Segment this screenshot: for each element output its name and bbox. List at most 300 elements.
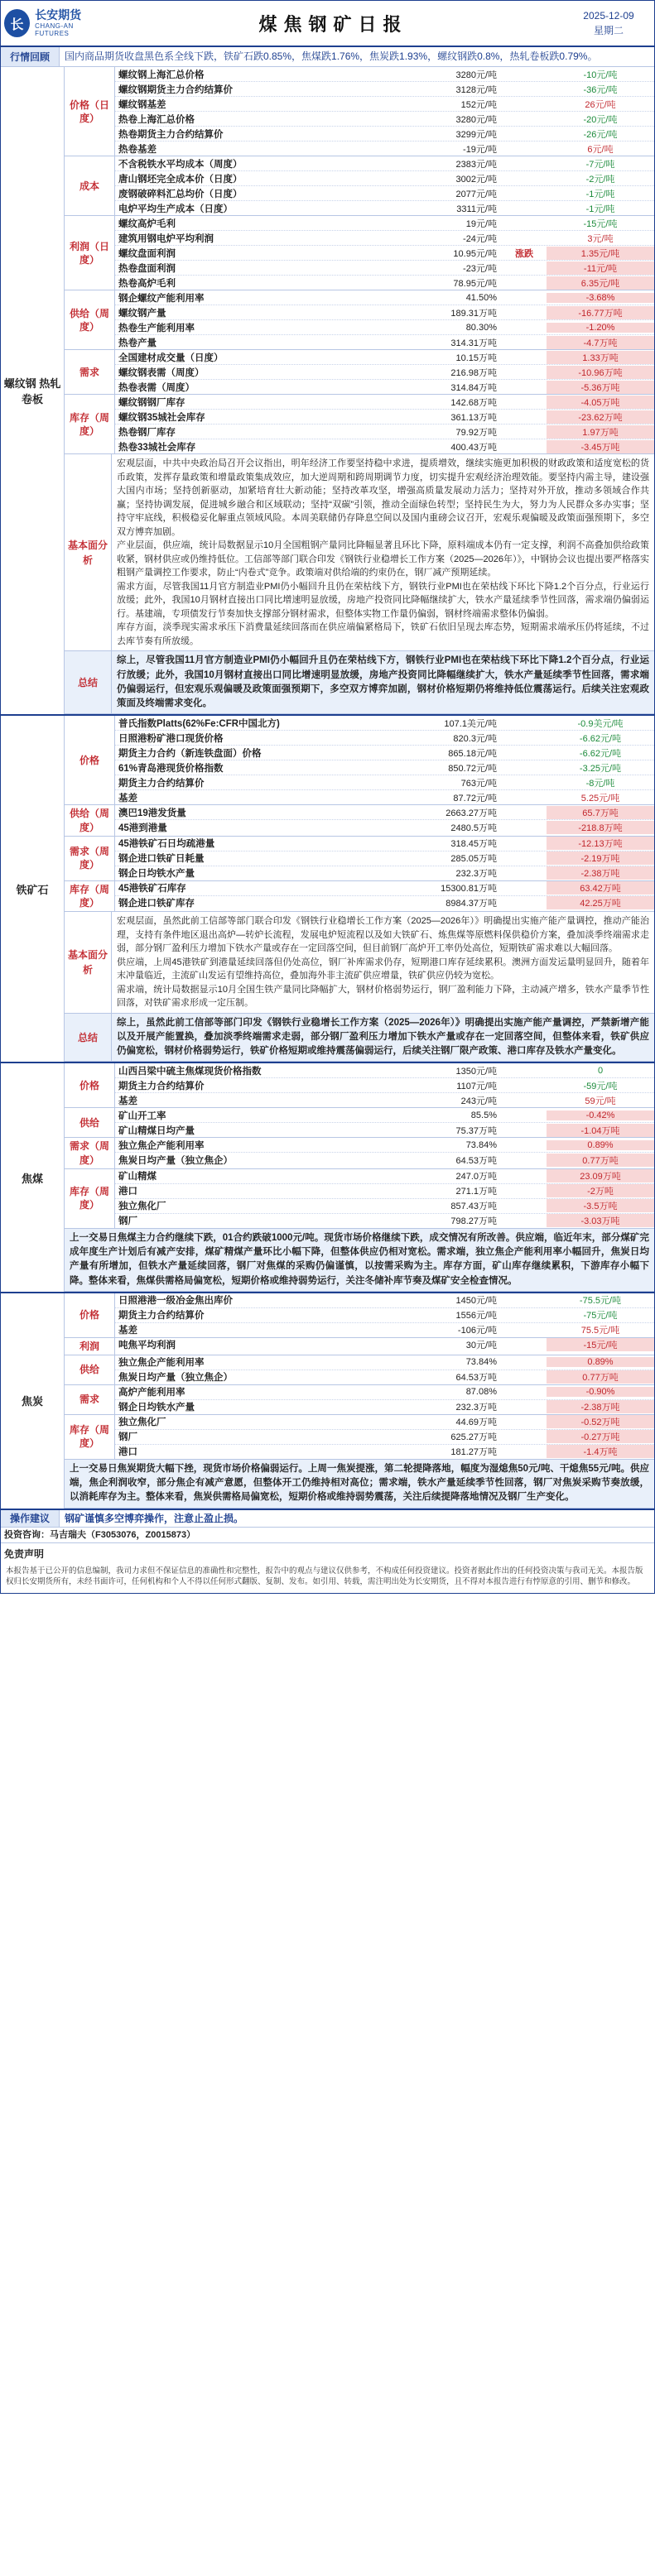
indicator-value: 73.84% <box>465 1357 497 1368</box>
table-row <box>115 851 654 866</box>
indicator-name: 钢厂 <box>118 1216 137 1227</box>
indicator-name: 期货主力合约（新连铁盘面）价格 <box>118 748 262 759</box>
table-row <box>115 881 654 896</box>
table-row <box>115 1293 654 1308</box>
indicator-value: 78.95元/吨 <box>453 278 497 289</box>
summary-text: 综上，尽管我国11月官方制造业PMI仍小幅回升且仍在荣枯线下方，钢铁行业PMI也在荣枯线下环比下降1.2个百分点，行业运行放缓；此外，我国10月钢材直接出口同比增速明显放缓，房地产投资同比降幅继续扩大，铁水产量延续季节性回落，需求端仍偏弱运行，但宏观乐观偏暖及政策面强预期下，多空双方博弈加剧，钢材价格短期仍将维持低位震荡运行。后续关注宏观政策面及终端需求变化。 <box>117 655 649 709</box>
group-label: 供给 <box>65 1355 115 1384</box>
analysis-text <box>112 912 654 1013</box>
indicator-change: -75.5元/吨 <box>579 1296 622 1307</box>
section-body <box>65 1293 654 1509</box>
group-label: 需求（周度） <box>65 1138 115 1168</box>
group-label: 利润（日度） <box>65 216 115 290</box>
table-row <box>115 410 654 425</box>
table-row <box>115 1123 654 1137</box>
analysis-paragraph: 需求方面，尽管我国11月官方制造业PMI仍小幅回升且仍在荣枯线下方，钢铁行业PMI也在荣枯线下环比下降1.2个百分点，行业运行放缓；此外，我国10月钢材直接出口同比增速明显放缓，房地产投资同比降幅继续扩大，铁水产量延续季节性回落，需求端仍偏弱运行。基建端，专项债发行节奏加快支撑部分钢材需求，但整体实物工作量仍偏弱，钢材终端需求整体仍偏弱。 <box>117 581 649 619</box>
indicator-name: 钢企日均铁水产量 <box>118 869 195 880</box>
table-row <box>115 1169 654 1184</box>
indicator-change: 59元/吨 <box>585 1096 616 1106</box>
summary-text: 上一交易日焦炭期货大幅下挫，现货市场价格偏弱运行。上周一焦炭提涨，第二轮提降落地，幅度为湿熄焦50元/吨、干熄焦55元/吨。供应端，焦企利润收窄，部分焦企有减产意愿，但整体开工仍维持相对高位；需求端，铁水产量延续季节性回落，钢厂对焦炭采购节奏放缓，以消耗库存为主。整体来看，焦炭供需格局偏宽松，短期价格或维持弱势震荡，关注后续提降落地情况及钢厂生产变化。 <box>70 1463 649 1503</box>
group-label: 需求（周度） <box>65 837 115 880</box>
indicator-name: 热卷期货主力合约结算价 <box>118 129 224 140</box>
indicator-name: 港口 <box>118 1187 137 1197</box>
indicator-name: 基差 <box>118 793 137 804</box>
indicator-value: 314.84万吨 <box>450 382 497 393</box>
indicator-change: -36元/吨 <box>583 84 618 95</box>
indicator-change: 75.5元/吨 <box>580 1326 620 1336</box>
indicator-value: 857.43万吨 <box>450 1202 497 1212</box>
indicator-value: 216.98万吨 <box>450 367 497 378</box>
group-rows <box>115 881 654 911</box>
summary-text: 上一交易日焦煤主力合约继续下跌，01合约跌破1000元/吨。现货市场价格继续下跌，成交情况有所改善。供应端，临近年末，部分煤矿完成年度生产计划后有减产安排，煤矿精煤产量环比小幅下降，但整体供应仍相对宽松。需求端，独立焦企产能利用率小幅回升，焦炭日均产量有所增加，但铁水产量延续回落，钢厂对焦煤的采购仍偏谨慎，以按需采购为主。库存方面，矿山库存继续累积，下游库存小幅下降。整体来看，焦煤供需格局偏宽松，短期价格或维持弱势运行，关注冬储补库节奏及煤矿安全检查情况。 <box>70 1232 649 1286</box>
indicator-change: -15元/吨 <box>547 1338 654 1351</box>
indicator-value: 400.43万吨 <box>450 442 497 453</box>
indicator-change: -20元/吨 <box>583 114 618 125</box>
group-label: 价格 <box>65 1293 115 1337</box>
table-row <box>115 201 654 215</box>
table-row <box>115 1138 654 1153</box>
data-group <box>65 1169 654 1229</box>
data-group <box>65 67 654 156</box>
indicator-change: -7元/吨 <box>585 159 615 170</box>
author-line: 投资咨询：马吉瑞夫（F3053076，Z0015873） <box>1 1528 654 1543</box>
indicator-name: 45港铁矿石库存 <box>118 884 186 895</box>
indicator-name: 热卷基差 <box>118 144 157 155</box>
table-row <box>115 127 654 142</box>
indicator-change: -6.62元/吨 <box>579 748 622 759</box>
indicator-name: 热卷钢厂库存 <box>118 427 176 438</box>
indicator-value: -106元/吨 <box>457 1326 497 1336</box>
table-row <box>115 746 654 760</box>
indicator-name: 钢企日均铁水产量 <box>118 1403 195 1413</box>
group-rows <box>115 1415 654 1459</box>
indicator-value: 3280元/吨 <box>455 114 497 125</box>
indicator-change: -218.8万吨 <box>547 821 654 834</box>
indicator-change: 42.25万吨 <box>547 896 654 909</box>
table-row <box>115 820 654 834</box>
indicator-change: -0.90% <box>547 1387 654 1397</box>
group-label: 需求 <box>65 1385 115 1414</box>
indicator-value: 1556元/吨 <box>455 1311 497 1322</box>
indicator-change: 5.25元/吨 <box>580 793 620 804</box>
indicator-value: 107.1美元/吨 <box>444 718 497 729</box>
data-group <box>65 716 654 805</box>
indicator-value: 41.50% <box>465 292 497 303</box>
table-row <box>115 1108 654 1123</box>
fundamental-analysis <box>65 454 654 651</box>
group-rows <box>115 1338 654 1355</box>
analysis-paragraph: 产业层面，供应端，统计局数据显示10月全国粗钢产量同比降幅显著且环比下降，原料端成本仍有一定支撑，利润不高叠加供给政策收紧，钢材供应或仍维持低位。工信部等部门联合印发《钢铁行业稳增长工作方案（2025—2026年）》，中钢协会议也提出要严格落实粗钢产量调控工作要求，防止“内卷式”竞争。政策端对供给端的约束仍在，钢厂减产预期延续。 <box>117 540 649 578</box>
indicator-name: 螺纹钢35城社会库存 <box>118 412 205 423</box>
indicator-name: 热卷盘面利润 <box>118 263 176 274</box>
indicator-change: 1.35元/吨 <box>547 247 654 260</box>
indicator-value: 232.3万吨 <box>455 869 497 880</box>
table-row <box>115 142 654 156</box>
indicator-change: -75元/吨 <box>583 1311 618 1322</box>
indicator-name: 热卷33城社会库存 <box>118 442 196 453</box>
indicator-value: 87.08% <box>465 1387 497 1398</box>
indicator-change: 1.33万吨 <box>547 351 654 364</box>
section-body <box>65 716 654 1062</box>
indicator-value: -19元/吨 <box>463 144 497 155</box>
indicator-name: 废钢破碎料汇总均价（日度） <box>118 189 243 199</box>
group-label: 库存（周度） <box>65 395 115 453</box>
table-row <box>115 866 654 880</box>
group-label: 供给 <box>65 1108 115 1137</box>
table-row <box>115 320 654 335</box>
indicator-change: 3元/吨 <box>587 233 614 244</box>
indicator-change: 6元/吨 <box>587 144 614 155</box>
indicator-value: 8984.37万吨 <box>445 899 497 909</box>
indicator-name: 矿山精煤 <box>118 1172 157 1182</box>
section-ore <box>1 716 654 1063</box>
table-row <box>115 790 654 804</box>
data-group <box>65 156 654 216</box>
data-group <box>65 1108 654 1138</box>
table-row <box>115 380 654 394</box>
indicator-value: 865.18元/吨 <box>448 748 497 759</box>
market-review <box>1 47 654 67</box>
data-group <box>65 1415 654 1460</box>
table-row <box>115 837 654 851</box>
group-rows <box>115 290 654 349</box>
disclaimer-text: 本报告基于已公开的信息编制，我司力求但不保证信息的准确性和完整性，报告中的观点与建议仅供参考，不构成任何投资建议。投资者据此作出的任何投资决策与我司无关。本报告版权归长安期货所有，未经书面许可，任何机构和个人不得以任何形式翻版、复制、发布。如引用、转载，需注明出处为长安期货，且不得对本报告进行有悖原意的引用、删节和修改。 <box>6 1566 643 1587</box>
indicator-name: 唐山钢坯完全成本价（日度） <box>118 174 243 185</box>
table-row <box>115 1063 654 1078</box>
indicator-change: -3.68% <box>547 293 654 303</box>
group-rows <box>115 395 654 453</box>
indicator-name: 期货主力合约结算价 <box>118 778 205 789</box>
indicator-change: -0.52万吨 <box>547 1415 654 1428</box>
group-rows <box>115 216 654 290</box>
indicator-name: 热卷高炉毛利 <box>118 278 176 289</box>
indicator-change: -1元/吨 <box>585 204 615 214</box>
indicator-value: 3002元/吨 <box>455 174 497 185</box>
indicator-value: 64.53万吨 <box>455 1155 497 1166</box>
indicator-change: -2.38万吨 <box>547 866 654 880</box>
market-review-text: 国内商品期货收盘黑色系全线下跌，铁矿石跌0.85%，焦煤跌1.76%，焦炭跌1.93%，螺纹钢跌0.8%，热轧卷板跌0.79%。 <box>65 50 598 62</box>
table-row <box>115 1415 654 1430</box>
table-row <box>115 67 654 82</box>
indicator-name: 日照港港一级冶金焦出库价 <box>118 1296 233 1307</box>
section-coking_coal <box>1 1063 654 1293</box>
indicator-name: 焦炭日均产量（独立焦企） <box>118 1155 233 1166</box>
group-rows <box>115 350 654 394</box>
indicator-value: 80.30% <box>465 322 497 333</box>
table-row <box>115 731 654 746</box>
indicator-change: -5.36万吨 <box>547 381 654 394</box>
indicator-value: 30元/吨 <box>465 1341 497 1351</box>
section-label: 焦炭 <box>1 1293 65 1509</box>
data-group <box>65 1138 654 1168</box>
indicator-change: -11元/吨 <box>547 261 654 275</box>
table-row <box>115 290 654 305</box>
analysis-paragraph: 宏观层面，中共中央政治局召开会议指出，明年经济工作要坚持稳中求进，提质增效，继续实施更加积极的财政政策和适度宽松的货币政策，发挥存量政策和增量政策集成效应，加大逆周期和跨周期调节力度，切实提升宏观经济治理效能。要坚持内需主导，建设强大国内市场；坚持创新驱动，加紧培育壮大新动能；坚持改革攻坚，增强高质量发展动力活力；坚持对外开放，推动多领域合作共赢；坚持协调发展，促进城乡融合和区域联动；坚持“双碳”引领，推动全面绿色转型；坚持民生为大，努力为人民群众多办实事；坚持守牢底线，积极稳妥化解重点领域风险。本周美联储仍存降息空间以及国内重磅会议召开，宏观乐观偏暖及政策面强预期下，多空双方博弈加剧。 <box>117 458 649 537</box>
indicator-change: -8元/吨 <box>585 778 615 789</box>
indicator-name: 螺纹钢表需（周度） <box>118 367 205 378</box>
indicator-change: -10.96万吨 <box>547 366 654 379</box>
indicator-value: 15300.81万吨 <box>441 884 497 895</box>
group-label: 价格 <box>65 1063 115 1107</box>
data-group <box>65 350 654 395</box>
table-row <box>115 1153 654 1167</box>
table-row <box>115 1370 654 1384</box>
data-group <box>65 1355 654 1385</box>
indicator-change: -0.9美元/吨 <box>577 718 624 729</box>
group-label: 利润 <box>65 1338 115 1355</box>
indicator-value: 44.69万吨 <box>455 1418 497 1428</box>
operation-advice <box>1 1510 654 1528</box>
table-row <box>115 305 654 320</box>
indicator-change: 63.42万吨 <box>547 881 654 895</box>
analysis-text <box>112 454 654 650</box>
table-row <box>115 1184 654 1199</box>
indicator-name: 螺纹钢产量 <box>118 308 166 319</box>
indicator-name: 独立焦企产能利用率 <box>118 1358 205 1369</box>
indicator-value: 79.92万吨 <box>455 427 497 438</box>
group-label: 供给（周度） <box>65 805 115 835</box>
indicator-value: 247.0万吨 <box>455 1172 497 1182</box>
indicator-value: 3299元/吨 <box>455 129 497 140</box>
indicator-name: 不含税铁水平均成本（周度） <box>118 159 243 170</box>
data-group <box>65 881 654 912</box>
table-row <box>115 231 654 246</box>
table-row <box>115 1214 654 1228</box>
summary-label: 总结 <box>65 1014 112 1062</box>
group-rows <box>115 805 654 835</box>
table-row <box>115 365 654 380</box>
table-row <box>115 716 654 731</box>
data-group <box>65 216 654 290</box>
indicator-value: 243元/吨 <box>460 1096 497 1106</box>
indicator-change: -16.77万吨 <box>547 306 654 319</box>
report-weekday: 星期二 <box>593 25 624 36</box>
group-label: 价格 <box>65 716 115 804</box>
indicator-value: 19元/吨 <box>465 218 497 229</box>
group-label: 库存（周度） <box>65 881 115 911</box>
indicator-name: 热卷表需（周度） <box>118 382 195 393</box>
indicator-name: 期货主力合约结算价 <box>118 1311 205 1322</box>
indicator-change: -23.62万吨 <box>547 410 654 424</box>
summary <box>65 651 654 714</box>
indicator-change: -3.03万吨 <box>547 1214 654 1227</box>
table-row <box>115 171 654 186</box>
indicator-value: 798.27万吨 <box>450 1216 497 1227</box>
table-row <box>115 395 654 410</box>
indicator-change: 6.35元/吨 <box>547 276 654 290</box>
indicator-name: 独立焦化厂 <box>118 1418 166 1428</box>
operation-advice-label: 操作建议 <box>1 1510 60 1527</box>
indicator-value: 3128元/吨 <box>455 84 497 95</box>
indicator-value: 87.72元/吨 <box>453 793 497 804</box>
data-group <box>65 290 654 350</box>
table-row <box>115 1445 654 1459</box>
indicator-name: 焦炭日均产量（独立焦企） <box>118 1373 233 1384</box>
indicator-change: -4.05万吨 <box>547 396 654 409</box>
section-coke <box>1 1293 654 1510</box>
table-row <box>115 335 654 349</box>
report-title: 煤焦钢矿日报 <box>258 13 408 35</box>
table-row <box>115 246 654 261</box>
logo-mark-icon: 长 <box>4 9 30 37</box>
indicator-value: 10.15万吨 <box>455 353 497 363</box>
indicator-value: 64.53万吨 <box>455 1373 497 1384</box>
summary-label: 总结 <box>65 651 112 713</box>
indicator-value: 142.68万吨 <box>450 397 497 408</box>
indicator-change: -4.7万吨 <box>547 336 654 349</box>
indicator-value: 1107元/吨 <box>456 1081 497 1091</box>
indicator-value: 181.27万吨 <box>450 1447 497 1458</box>
indicator-name: 建筑用钢电炉平均利润 <box>118 233 214 244</box>
indicator-change: -0.27万吨 <box>547 1430 654 1443</box>
table-row <box>115 775 654 790</box>
summary <box>65 1014 654 1063</box>
group-rows <box>115 1108 654 1137</box>
indicator-value: 285.05万吨 <box>450 854 497 865</box>
table-row <box>115 216 654 231</box>
logo-name-en: CHANG-AN FUTURES <box>35 22 74 38</box>
group-rows <box>115 716 654 804</box>
indicator-name: 日照港粉矿港口现货价格 <box>118 733 224 744</box>
indicator-value: 625.27万吨 <box>450 1432 497 1443</box>
indicator-value: 189.31万吨 <box>450 308 497 319</box>
indicator-name: 螺纹钢上海汇总价格 <box>118 70 205 80</box>
indicator-value: 763元/吨 <box>460 778 497 789</box>
indicator-name: 山西吕梁中硫主焦煤现货价格指数 <box>118 1066 262 1077</box>
table-row <box>115 1338 654 1352</box>
indicator-name: 螺纹钢基差 <box>118 99 166 110</box>
table-row <box>115 1355 654 1370</box>
table-row <box>115 1199 654 1214</box>
indicator-change: -2.19万吨 <box>547 851 654 865</box>
table-row <box>115 261 654 276</box>
indicator-change: -0.42% <box>547 1111 654 1120</box>
indicator-change: 0.89% <box>547 1357 654 1367</box>
indicator-change: 26元/吨 <box>585 99 616 110</box>
indicator-value: 2480.5万吨 <box>450 823 497 833</box>
indicator-name: 矿山开工率 <box>118 1111 166 1121</box>
analysis-paragraph: 供应端，上周45港铁矿到港量延续回落但仍处高位，钢厂补库需求仍存，短期港口库存延续累积。澳洲方面发运量明显回升，随着年末冲量临近，主流矿山发运有望维持高位，叠加海外非主流矿供应增量，铁矿供应仍较为宽松。 <box>117 957 649 981</box>
indicator-name: 螺纹高炉毛利 <box>118 218 176 229</box>
indicator-value: 271.1万吨 <box>455 1187 497 1197</box>
indicator-change: 65.7万吨 <box>547 806 654 819</box>
indicator-value: 1450元/吨 <box>455 1296 497 1307</box>
indicator-change: -6.62元/吨 <box>579 733 622 744</box>
indicator-change: -1.04万吨 <box>547 1124 654 1137</box>
table-row <box>115 896 654 910</box>
group-label: 库存（周度） <box>65 1415 115 1459</box>
indicator-name: 热卷生产能利用率 <box>118 323 195 333</box>
summary-text: 综上，虽然此前工信部等部门印发《钢铁行业稳增长工作方案（2025—2026年）》明确提出实施产能产量调控，严禁新增产能以及开展产能置换，叠加淡季终端需求走弱，部分钢厂盈利压力增加下铁水产量或存在一定回落空间，但整体来看，铁矿供应仍偏宽松，钢材价格弱势运行，铁矿价格短期或维持震荡偏弱运行，后续关注钢厂限产政策、港口库存及铁水产量变化。 <box>117 1017 649 1057</box>
data-group <box>65 1338 654 1355</box>
indicator-value: 2077元/吨 <box>455 189 497 199</box>
indicator-name: 电炉平均生产成本（日度） <box>118 204 233 214</box>
data-group <box>65 1063 654 1108</box>
data-group <box>65 805 654 836</box>
company-logo <box>4 5 104 41</box>
indicator-name: 螺纹钢期货主力合约结算价 <box>118 84 233 95</box>
table-row <box>115 1308 654 1323</box>
indicator-name: 澳巴19港发货量 <box>118 808 186 818</box>
table-row <box>115 805 654 820</box>
indicator-change: -2.38万吨 <box>547 1400 654 1413</box>
analysis-label: 基本面分析 <box>65 912 112 1013</box>
section-steel <box>1 67 654 716</box>
fundamental-analysis <box>65 912 654 1014</box>
indicator-change: -2万吨 <box>547 1184 654 1197</box>
indicator-name: 高炉产能利用率 <box>118 1388 185 1398</box>
indicator-value: 314.31万吨 <box>450 338 497 348</box>
market-review-label: 行情回顾 <box>1 47 60 66</box>
indicator-value: 318.45万吨 <box>450 839 497 850</box>
indicator-value: -24元/吨 <box>463 233 497 244</box>
group-rows <box>115 1293 654 1337</box>
indicator-value: -23元/吨 <box>463 263 497 274</box>
section-body <box>65 67 654 714</box>
indicator-value: 1350元/吨 <box>455 1066 497 1077</box>
indicator-value: 152元/吨 <box>460 99 497 110</box>
table-row <box>115 1385 654 1400</box>
data-group <box>65 395 654 454</box>
group-rows <box>115 1355 654 1384</box>
indicator-change: 0.77万吨 <box>547 1154 654 1167</box>
report-date-block <box>563 8 654 38</box>
indicator-change: -10元/吨 <box>583 70 618 80</box>
indicator-name: 螺纹盘面利润 <box>118 248 176 259</box>
indicator-change: -3.5万吨 <box>547 1199 654 1212</box>
group-rows <box>115 837 654 880</box>
indicator-name: 普氏指数Platts(62%Fe:CFR中国北方) <box>118 718 280 729</box>
report-header <box>1 1 654 47</box>
table-row <box>115 439 654 453</box>
indicator-name: 吨焦平均利润 <box>118 1341 176 1351</box>
operation-advice-text: 钢矿谨慎多空博弈操作，注意止盈止损。 <box>65 1513 244 1525</box>
indicator-change: -12.13万吨 <box>547 837 654 850</box>
group-rows <box>115 1063 654 1107</box>
summary <box>65 1460 654 1509</box>
indicator-name: 钢厂 <box>118 1432 137 1443</box>
group-rows <box>115 1385 654 1414</box>
indicator-value: 820.3元/吨 <box>453 733 497 744</box>
group-label: 成本 <box>65 156 115 215</box>
analysis-paragraph: 库存方面，淡季现实需求承压下消费量延续回落而在供应端偏紧格局下，铁矿石依旧呈现去库态势，短期需求端承压仍将延续，不过去库节奏有所放缓。 <box>117 622 649 646</box>
indicator-name: 全国建材成交量（日度） <box>118 353 224 363</box>
group-label: 供给（周度） <box>65 290 115 349</box>
summary <box>65 1229 654 1292</box>
table-row <box>115 1093 654 1107</box>
report-date: 2025-12-09 <box>583 10 634 22</box>
table-row <box>115 97 654 112</box>
indicator-value: 85.5% <box>470 1110 497 1120</box>
indicator-name: 期货主力合约结算价 <box>118 1081 205 1091</box>
indicator-value: 2663.27万吨 <box>445 808 497 818</box>
group-label: 价格（日度） <box>65 67 115 156</box>
indicator-change: 1.97万吨 <box>547 425 654 439</box>
analysis-label: 基本面分析 <box>65 454 112 650</box>
indicator-change: 23.09万吨 <box>547 1169 654 1182</box>
logo-name-cn: 长安期货 <box>35 8 82 22</box>
table-row <box>115 1323 654 1337</box>
section-label: 焦煤 <box>1 1063 65 1291</box>
section-label: 螺纹钢 热轧卷板 <box>1 67 65 714</box>
indicator-name: 港口 <box>118 1447 137 1458</box>
table-row <box>115 760 654 775</box>
indicator-change: -1.4万吨 <box>547 1445 654 1458</box>
indicator-name: 钢企螺纹产能利用率 <box>118 293 205 304</box>
table-row <box>115 1400 654 1414</box>
group-rows <box>115 1138 654 1168</box>
indicator-value: 3311元/吨 <box>456 204 497 214</box>
